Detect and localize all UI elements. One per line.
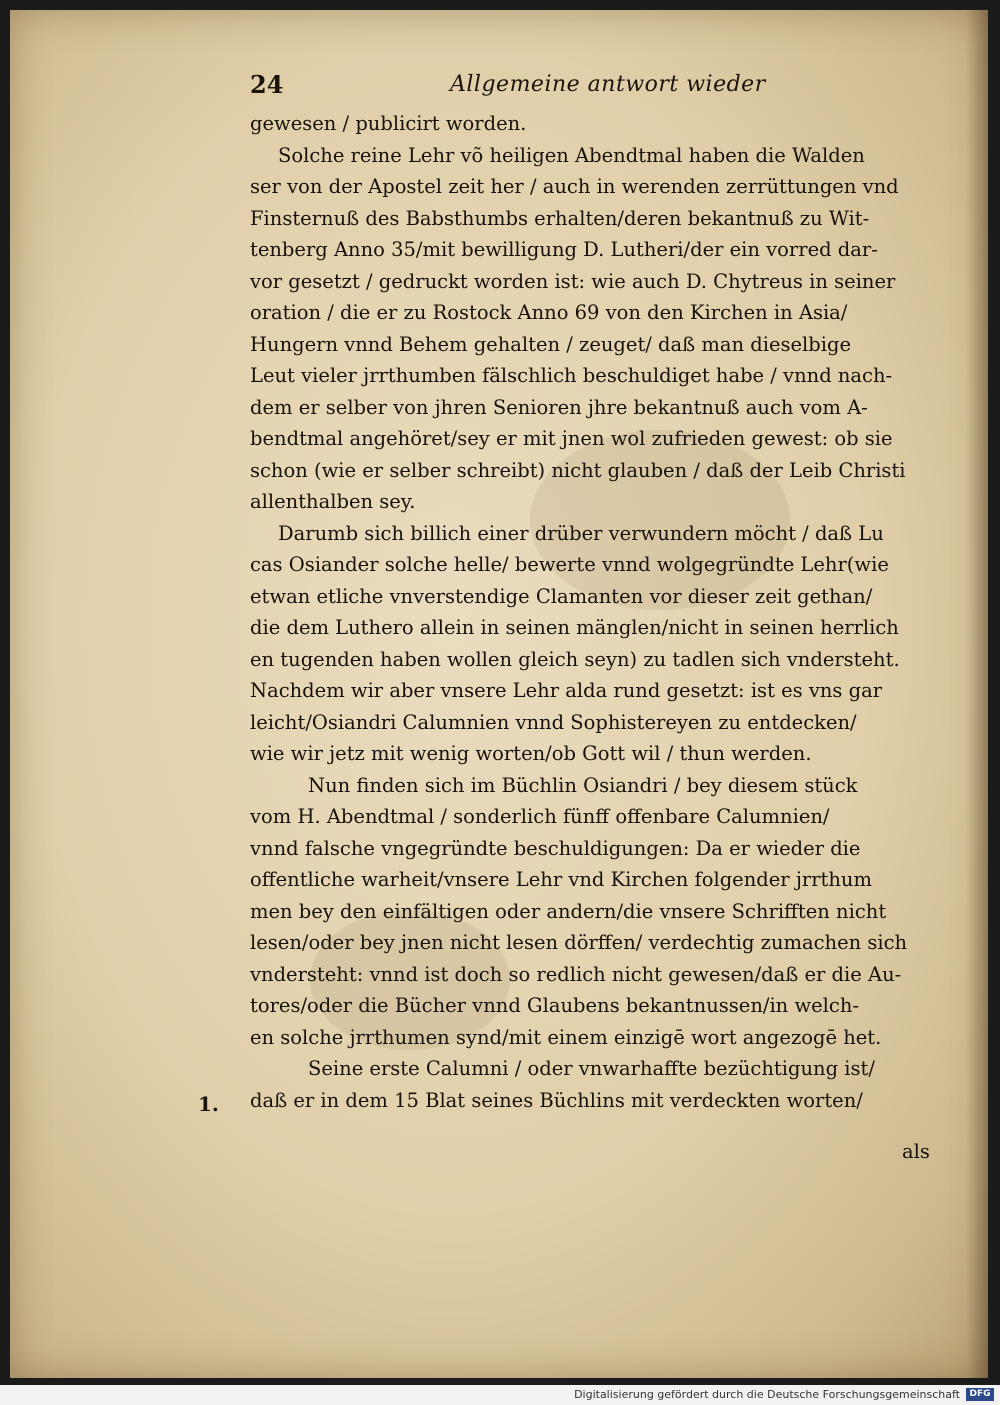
text-line: daß er in dem 15 Blat seines Büchlins mit verdeckten worten/	[250, 1088, 863, 1112]
text-line: oration / die er zu Rostock Anno 69 von den Kirchen in Asia/	[250, 301, 848, 324]
margin-note: 1.	[198, 1092, 219, 1116]
running-head	[250, 70, 770, 110]
page-edge-shadow	[966, 10, 988, 1378]
dfg-logo: DFG	[966, 1388, 994, 1401]
text-line: cas Osiander solche helle/ bewerte vnnd wolgegründte Lehr(wie	[250, 553, 889, 576]
text-line: Solche reine Lehr võ heiligen Abendtmal haben die Walden	[278, 143, 865, 167]
running-title: Allgemeine antwort wieder	[450, 72, 766, 97]
text-line: dem er selber von jhren Senioren jhre bekantnuß auch vom A-	[250, 395, 868, 419]
text-line: vnnd falsche vngegründte beschuldigungen: Da er wieder die	[250, 836, 861, 860]
footer-credit: Digitalisierung gefördert durch die Deutsche Forschungsgemeinschaft	[574, 1388, 960, 1401]
text-line: en solche jrrthumen synd/mit einem einzigē wort angezogē het.	[250, 1025, 882, 1049]
footer-bar	[0, 1385, 1000, 1405]
text-line: vor gesetzt / gedruckt worden ist: wie auch D. Chytreus in seiner	[250, 269, 896, 293]
text-line: etwan etliche vnverstendige Clamanten vor dieser zeit gethan/	[250, 584, 873, 608]
text-line: Hungern vnnd Behem gehalten / zeuget/ daß man dieselbige	[250, 332, 852, 356]
text-line: Leut vieler jrrthumben fälschlich beschuldiget habe / vnnd nach-	[250, 364, 893, 387]
text-line: Darumb sich billich einer drüber verwundern möcht / daß Lu	[278, 521, 884, 545]
text-line: tores/oder die Bücher vnnd Glaubens bekantnussen/in welch-	[250, 994, 859, 1017]
text-line: Seine erste Calumni / oder vnwarhaffte bezüchtigung ist/	[308, 1057, 875, 1080]
text-line: lesen/oder bey jnen nicht lesen dörffen/ verdechtig zumachen sich	[250, 931, 908, 954]
text-line: Finsternuß des Babsthumbs erhalten/deren bekantnuß zu Wit-	[250, 206, 870, 230]
text-line: die dem Luthero allein in seinen mänglen/nicht in seinen herrlich	[250, 616, 899, 639]
text-line: leicht/Osiandri Calumnien vnnd Sophistereyen zu entdecken/	[250, 710, 857, 734]
catchword: als	[902, 1140, 930, 1163]
text-line: ser von der Apostel zeit her / auch in werenden zerrüttungen vnd	[250, 175, 899, 198]
text-line: schon (wie er selber schreibt) nicht glauben / daß der Leib Christi	[250, 458, 906, 482]
text-line: allenthalben sey.	[250, 490, 416, 513]
text-line: bendtmal angehöret/sey er mit jnen wol zufrieden gewest: ob sie	[250, 427, 893, 450]
text-line: Nun finden sich im Büchlin Osiandri / bey diesem stück	[308, 773, 858, 797]
page-number: 24	[250, 70, 284, 99]
text-line: wie wir jetz mit wenig worten/ob Gott wil / thun werden.	[250, 742, 812, 765]
text-line: offentliche warheit/vnsere Lehr vnd Kirchen folgender jrrthum	[250, 868, 872, 891]
text-line: vom H. Abendtmal / sonderlich fünff offenbare Calumnien/	[250, 805, 830, 828]
body-text	[250, 108, 955, 1116]
text-line: vndersteht: vnnd ist doch so redlich nicht gewesen/daß er die Au-	[250, 962, 902, 986]
text-line: gewesen / publicirt worden.	[250, 112, 527, 135]
text-line: Nachdem wir aber vnsere Lehr alda rund gesetzt: ist es vns gar	[250, 679, 883, 702]
text-line: en tugenden haben wollen gleich seyn) zu tadlen sich vndersteht.	[250, 647, 900, 671]
text-line: men bey den einfältigen oder andern/die vnsere Schrifften nicht	[250, 899, 887, 923]
text-line: tenberg Anno 35/mit bewilligung D. Lutheri/der ein vorred dar-	[250, 238, 878, 261]
